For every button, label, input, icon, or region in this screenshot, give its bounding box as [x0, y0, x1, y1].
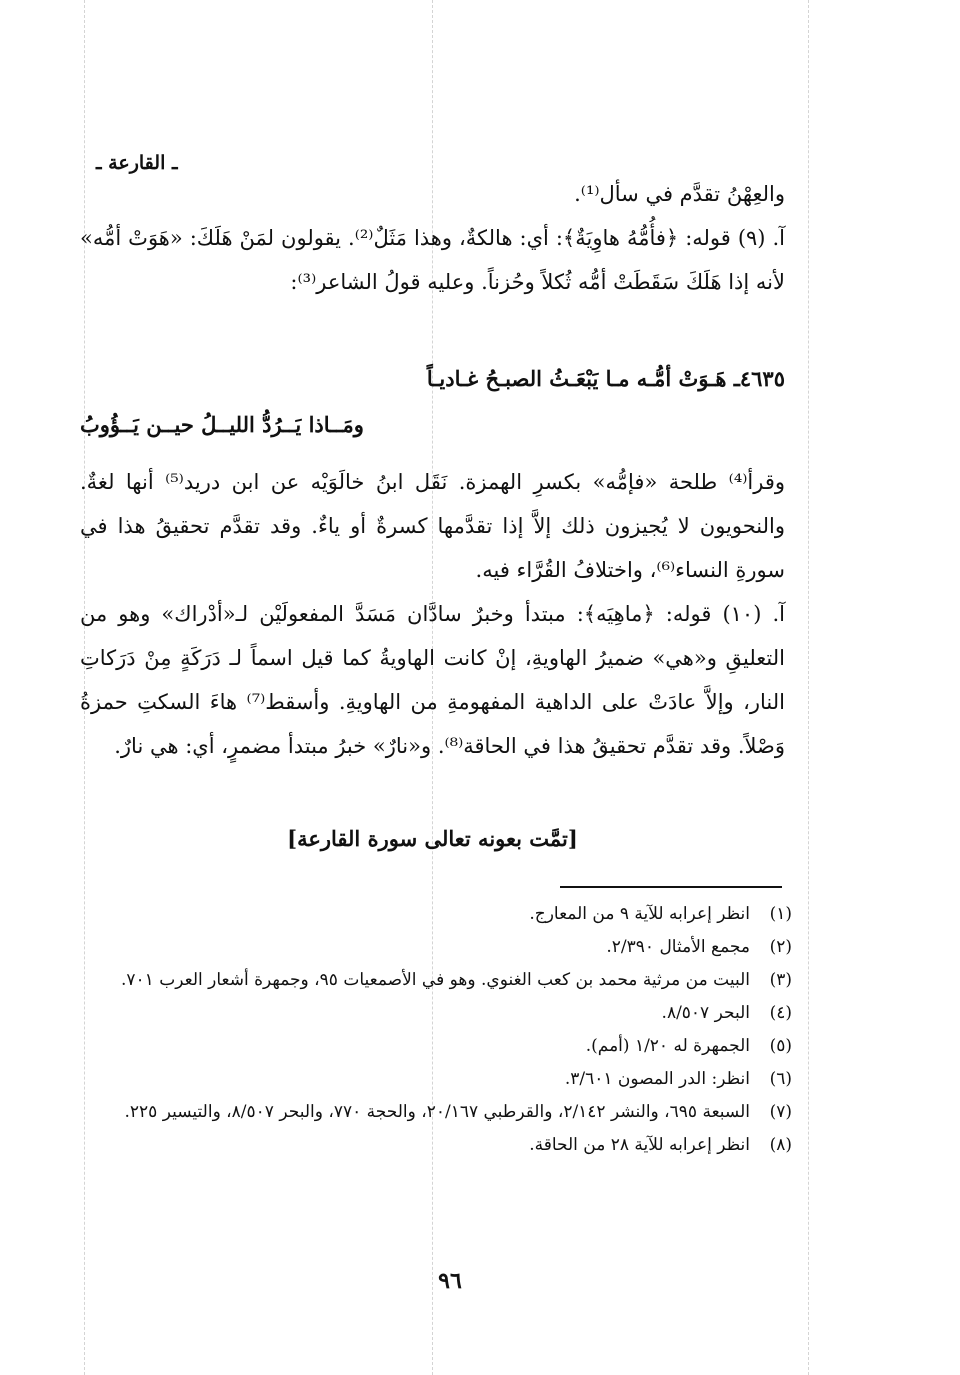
body-text-bottom: [80, 460, 785, 768]
paragraph: آ. (١٠) قوله: ﴿ماهِيَه﴾: مبتدأ وخبرٌ سادَّان مَسَدَّ المفعولَيْن لـ«أدْراك» وهو من التعليقِ و«هي» ضميرُ الهاويةِ، إنْ كانت الهاويةُ كما قيل اسماً لـ دَرَكَةٍ مِنْ دَرَكاتِ النار، وإلاَّ عادَتْ على الداهية المفهومةِ من الهاويةِ. وأسقط⁽⁷⁾ هاءَ السكتِ حمزةُ وَصْلاً. وقد تقدَّم تحقيقُ هذا في الحاقة⁽⁸⁾. و«نارٌ» خبرُ مبتدأ مضمرٍ، أي: هي نارٌ.: [80, 602, 785, 758]
footnote-text: الجمهرة له ١/٢٠ (أمم).: [585, 1036, 750, 1056]
verse-hemistich-2: ومَــاذا يَــرُدُّ الليــلُ حيــن يَــؤُوبُ: [80, 412, 364, 437]
footnote-separator: [560, 886, 782, 888]
footnote-number: (٧): [769, 1102, 792, 1122]
scan-artifact-line: [808, 0, 809, 1375]
paragraph: آ. (٩) قوله: ﴿فأُمُّهُ هاوِيَةٌ﴾: أي: هالكةٌ، وهذا مَثَلٌ⁽²⁾. يقولون لمَنْ هَلَكَ: «هَوَتْ أمُّه» لأنه إذا هَلَكَ سَقَطَتْ أمُّه ثُكلاً وحُزناً. وعليه قولُ الشاعر⁽³⁾:: [80, 226, 785, 294]
paragraph: والعِهْنُ تقدَّم في سأل⁽¹⁾.: [574, 182, 785, 206]
paragraph: وقرأ⁽⁴⁾ طلحة «فإمُّه» بكسرِ الهمزة. نَقَل ابنُ خالَوَيْه عن ابن دريد⁽⁵⁾ أنها لغةٌ. والنحويون لا يُجيزون ذلك إلاَّ إذا تقدَّمها كسرةٌ أو ياءٌ. وقد تقدَّم تحقيقُ هذا في سورةِ النساء⁽⁶⁾، واختلافُ القُرَّاء فيه.: [80, 470, 785, 582]
verse-hemistich-1: ٤٦٣٥ـ هَـوَتْ أمُّـه مـا يَبْعَـثُ الصبـحُ غـاديـاً: [426, 366, 785, 391]
footnote-text: البحر ٨/٥٠٧.: [661, 1003, 750, 1023]
footnote-number: (١): [769, 904, 792, 924]
footnote-text: انظر إعرابه للآية ٩ من المعارج.: [529, 904, 750, 924]
footnote: [80, 1030, 792, 1063]
footnote: [80, 898, 792, 931]
footnote-number: (٦): [769, 1069, 792, 1089]
footnote: [80, 997, 792, 1030]
footnote-text: السبعة ٦٩٥، والنشر ٢/١٤٢، والقرطبي ٢٠/١٦٧، والحجة ٧٧٠، والبحر ٨/٥٠٧، والتيسير ٢٢٥.: [124, 1102, 750, 1122]
running-head: ـ القارعة ـ: [96, 152, 178, 174]
footnote-number: (٢): [769, 937, 792, 957]
footnote: [80, 1129, 792, 1162]
footnotes: [80, 898, 792, 1162]
closing-line: [تمَّت بعونه تعالى سورة القارعة]: [287, 826, 578, 851]
footnote-text: انظر إعرابه للآية ٢٨ من الحاقة.: [529, 1135, 750, 1155]
page-number: ٩٦: [438, 1268, 462, 1294]
footnote-number: (٣): [769, 970, 792, 990]
footnote: [80, 1063, 792, 1096]
footnote-number: (٤): [769, 1003, 792, 1023]
footnote-number: (٨): [769, 1135, 792, 1155]
footnote-text: البيت من مرثية محمد بن كعب الغنوي. وهو في الأصمعيات ٩٥، وجمهرة أشعار العرب ٧٠١.: [121, 970, 750, 990]
body-text-top: [80, 172, 785, 304]
footnote-text: انظر: الدر المصون ٣/٦٠١.: [564, 1069, 750, 1089]
footnote-number: (٥): [769, 1036, 792, 1056]
footnote-text: مجمع الأمثال ٢/٣٩٠.: [606, 937, 750, 957]
footnote: [80, 1096, 792, 1129]
footnote: [80, 931, 792, 964]
footnote: [80, 964, 792, 997]
